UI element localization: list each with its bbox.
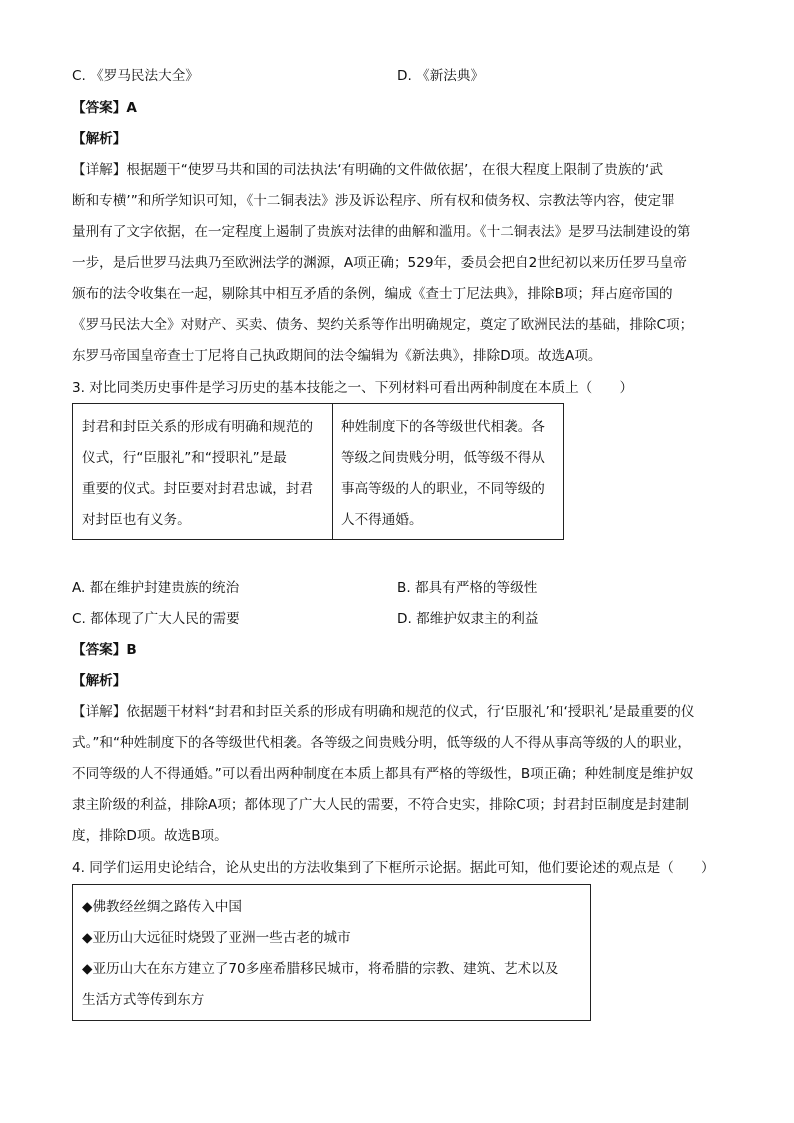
q2-detail-line: 断和专横’”和所学知识可知，《十二铜表法》涉及诉讼程序、所有权和债务权、宗教法等内容，使定罪 bbox=[72, 193, 675, 209]
left-cell-line: 仪式，行“臣服礼”和“授职礼”是最 bbox=[82, 450, 287, 466]
q2-detail-line: 量刑有了文字依据，在一定程度上遏制了贵族对法律的曲解和滥用。《十二铜表法》是罗马法制建设的第 bbox=[72, 224, 691, 240]
right-cell-line: 人不得通婚。 bbox=[341, 512, 423, 528]
q2-option-c: C. 《罗马民法大全》 bbox=[72, 68, 199, 84]
q2-detail-line: 颁布的法令收集在一起，剔除其中相互矛盾的条例，编成《查士丁尼法典》，排除B项；拜占庭帝国的 bbox=[72, 286, 673, 302]
q2-detail-line: 一步，是后世罗马法典乃至欧洲法学的渊源，A项正确；529年，委员会把自2世纪初以来历任罗马皇帝 bbox=[72, 255, 687, 271]
right-cell-line: 事高等级的人的职业，不同等级的 bbox=[341, 481, 545, 497]
q3-analysis-label: 【解析】 bbox=[72, 673, 127, 689]
q3-answer: 【答案】B bbox=[72, 642, 137, 658]
evidence-item: 生活方式等传到东方 bbox=[82, 992, 205, 1008]
q3-material-table bbox=[72, 403, 564, 540]
q3-option-c: C. 都体现了广大人民的需要 bbox=[72, 611, 240, 627]
q3-detail-line: 度，排除D项。故选B项。 bbox=[72, 828, 228, 844]
evidence-item: ◆亚历山大远征时烧毁了亚洲一些古老的城市 bbox=[82, 930, 351, 946]
q3-option-d: D. 都维护奴隶主的利益 bbox=[397, 611, 539, 627]
right-cell-line: 种姓制度下的各等级世代相袭。各 bbox=[341, 419, 545, 435]
q2-analysis-label: 【解析】 bbox=[72, 131, 127, 147]
q3-detail-line: 不同等级的人不得通婚。”可以看出两种制度在本质上都具有严格的等级性，B项正确；种姓制度是维护奴 bbox=[72, 766, 694, 782]
right-cell-line: 等级之间贵贱分明，低等级不得从 bbox=[341, 450, 545, 466]
left-cell-line: 封君和封臣关系的形成有明确和规范的 bbox=[82, 419, 314, 435]
table-divider bbox=[332, 404, 333, 539]
q2-detail-line: 东罗马帝国皇帝查士丁尼将自己执政期间的法令编辑为《新法典》，排除D项。故选A项。 bbox=[72, 348, 602, 364]
evidence-item: ◆亚历山大在东方建立了70多座希腊移民城市，将希腊的宗教、建筑、艺术以及 bbox=[82, 961, 559, 977]
q3-option-a: A. 都在维护封建贵族的统治 bbox=[72, 580, 240, 596]
q3-detail-line: 【详解】依据题干材料“封君和封臣关系的形成有明确和规范的仪式，行‘臣服礼’和‘授职礼’是最重要的仪 bbox=[72, 704, 695, 720]
q3-detail-line: 隶主阶级的利益，排除A项；都体现了广大人民的需要，不符合史实，排除C项；封君封臣制度是封建制 bbox=[72, 797, 689, 813]
q2-detail-line: 【详解】根据题干“使罗马共和国的司法执法‘有明确的文件做依据’，在很大程度上限制了贵族的‘武 bbox=[72, 162, 663, 178]
left-cell-line: 对封臣也有义务。 bbox=[82, 512, 191, 528]
q3-detail-line: 式。”和“种姓制度下的各等级世代相袭。各等级之间贵贱分明，低等级的人不得从事高等级的人的职业， bbox=[72, 735, 692, 751]
evidence-item: ◆佛教经丝绸之路传入中国 bbox=[82, 899, 242, 915]
q4-stem: 4. 同学们运用史论结合，论从史出的方法收集到了下框所示论据。据此可知，他们要论述的观点是（ ） bbox=[72, 860, 715, 876]
q3-stem: 3. 对比同类历史事件是学习历史的基本技能之一、下列材料可看出两种制度在本质上（ ） bbox=[72, 380, 634, 396]
left-cell-line: 重要的仪式。封臣要对封君忠诚，封君 bbox=[82, 481, 314, 497]
q4-evidence-box bbox=[72, 884, 591, 1021]
q2-option-d: D. 《新法典》 bbox=[397, 68, 485, 84]
q2-detail-line: 《罗马民法大全》对财产、买卖、债务、契约关系等作出明确规定，奠定了欧洲民法的基础，排除C项； bbox=[72, 317, 694, 333]
q2-answer: 【答案】A bbox=[72, 100, 137, 116]
q3-option-b: B. 都具有严格的等级性 bbox=[397, 580, 538, 596]
